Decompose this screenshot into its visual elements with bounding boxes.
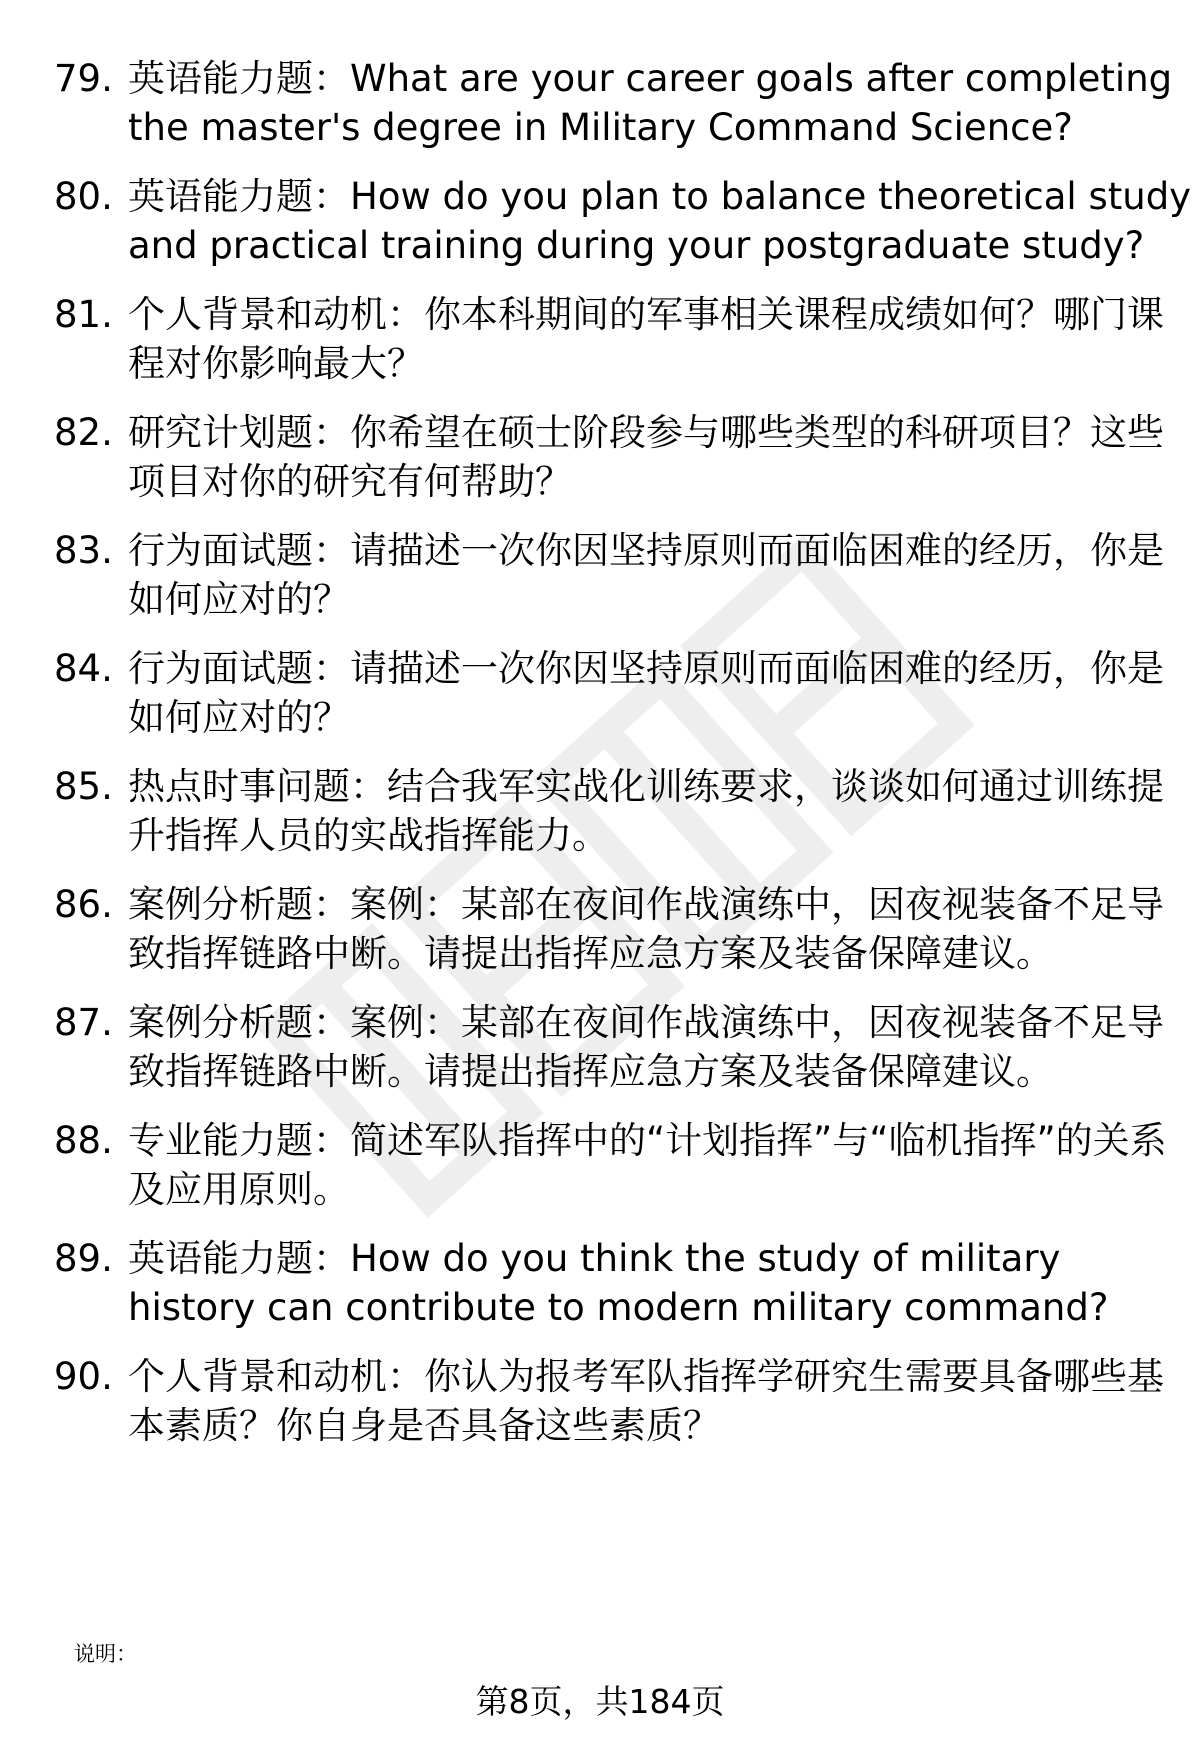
question-number: 80. (54, 175, 113, 218)
question-number: 86. (54, 883, 113, 926)
question-text: 个人背景和动机：你本科期间的军事相关课程成绩如何？哪门课程对你影响最大？ (128, 293, 1164, 385)
question-number: 90. (54, 1355, 113, 1398)
question-text: 行为面试题：请描述一次你因坚持原则而面临困难的经历，你是如何应对的？ (128, 529, 1164, 621)
question-text: 案例分析题：案例：某部在夜间作战演练中，因夜视装备不足导致指挥链路中断。请提出指挥应急方案及装备保障建议。 (128, 1001, 1164, 1093)
note-label: 说明： (74, 1642, 137, 1666)
question-text: 行为面试题：请描述一次你因坚持原则而面临困难的经历，你是如何应对的？ (128, 647, 1164, 739)
page-number-footer: 第8页，共184页 (475, 1682, 725, 1721)
question-text: 个人背景和动机：你认为报考军队指挥学研究生需要具备哪些基本素质？你自身是否具备这些素质？ (128, 1355, 1164, 1447)
question-number: 82. (54, 411, 113, 454)
question-number: 81. (54, 293, 113, 336)
question-number: 85. (54, 765, 113, 808)
question-text: 研究计划题：你希望在硕士阶段参与哪些类型的科研项目？这些项目对你的研究有何帮助？ (128, 411, 1164, 503)
question-text: 英语能力题：What are your career goals after completing the master's degree in Military Command Science? (128, 57, 1173, 149)
question-number: 79. (54, 57, 113, 100)
question-number: 84. (54, 647, 113, 690)
question-number: 88. (54, 1119, 113, 1162)
question-text: 专业能力题：简述军队指挥中的“计划指挥”与“临机指挥”的关系及应用原则。 (128, 1119, 1167, 1211)
question-text: 热点时事问题：结合我军实战化训练要求，谈谈如何通过训练提升指挥人员的实战指挥能力。 (128, 765, 1164, 857)
question-number: 89. (54, 1237, 113, 1280)
question-number: 83. (54, 529, 113, 572)
question-text: 英语能力题：How do you think the study of military history can contribute to modern military command? (128, 1237, 1109, 1329)
question-text: 英语能力题：How do you plan to balance theoretical study and practical training during your postgraduate study? (128, 175, 1192, 267)
question-text: 案例分析题：案例：某部在夜间作战演练中，因夜视装备不足导致指挥链路中断。请提出指挥应急方案及装备保障建议。 (128, 883, 1164, 975)
question-number: 87. (54, 1001, 113, 1044)
